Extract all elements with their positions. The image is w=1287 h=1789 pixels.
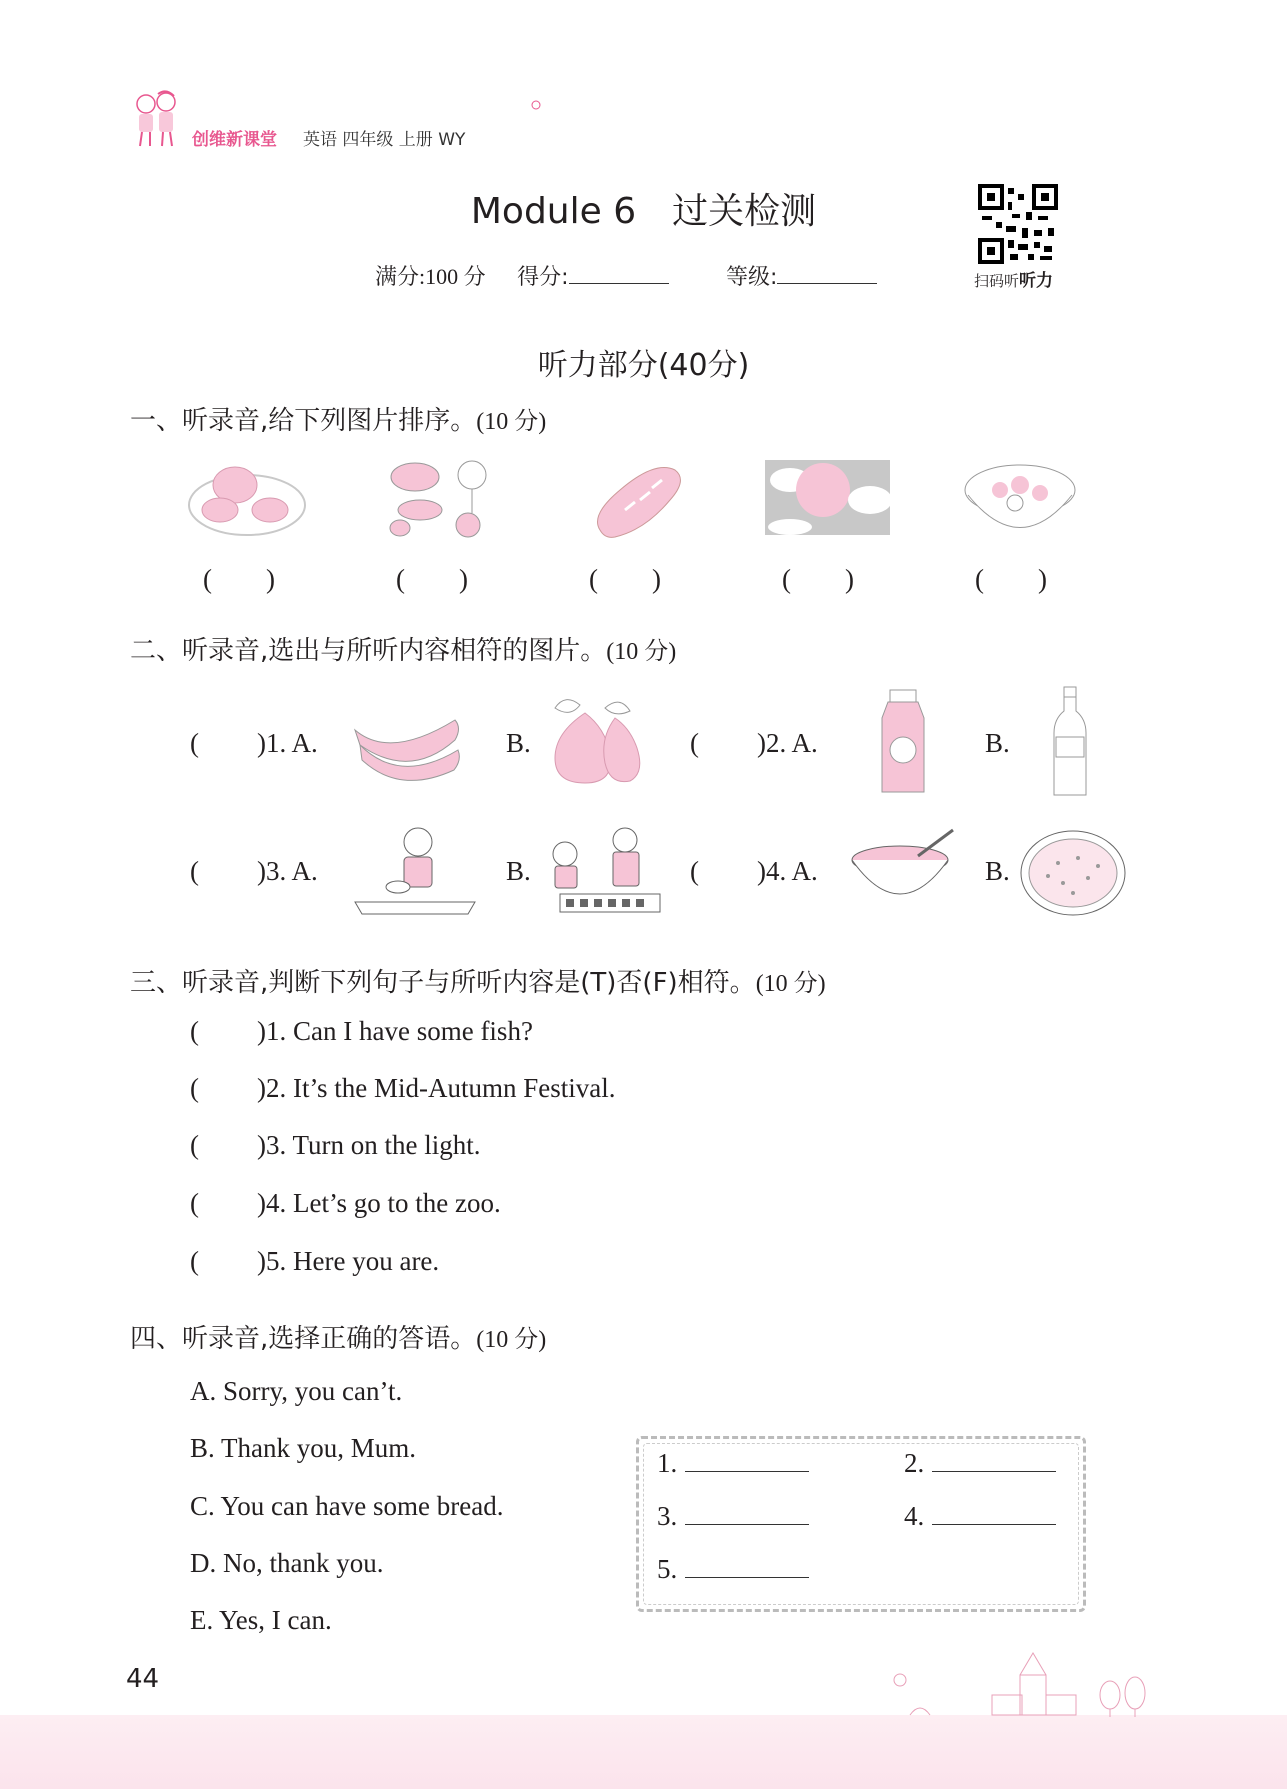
q3-paren-open[interactable]: ( bbox=[190, 1016, 199, 1046]
score-blank[interactable] bbox=[569, 265, 669, 284]
header-book-info: 英语 四年级 上册 WY bbox=[303, 130, 466, 150]
score-line bbox=[375, 260, 929, 291]
rice-plate-icon bbox=[1018, 828, 1128, 918]
answer-blank[interactable] bbox=[685, 1504, 809, 1525]
q3-item bbox=[190, 1188, 501, 1219]
noodles-icon bbox=[760, 455, 895, 540]
page-title: Module 6 过关检测 bbox=[470, 191, 817, 232]
q3-sentence: 3. Turn on the light. bbox=[266, 1130, 481, 1160]
q3-paren-close[interactable]: ) bbox=[257, 1246, 266, 1276]
q4-option: D. No, thank you. bbox=[190, 1548, 384, 1578]
q2-paren-open[interactable]: ( bbox=[690, 728, 699, 758]
answer-blank[interactable] bbox=[932, 1504, 1056, 1525]
section-title: 听力部分(40分) bbox=[537, 348, 750, 383]
answer-blank[interactable] bbox=[685, 1557, 809, 1578]
qr-label-prefix: 扫码听 bbox=[974, 272, 1020, 290]
q1-answer-paren[interactable]: ( ) bbox=[203, 564, 275, 594]
q3-item bbox=[190, 1246, 439, 1277]
q2-item-3 bbox=[190, 856, 318, 887]
rice-bowl-icon bbox=[960, 455, 1080, 540]
girls-cooking-icon bbox=[540, 822, 665, 917]
q3-sentence: 2. It’s the Mid-Autumn Festival. bbox=[266, 1073, 616, 1103]
water-bottle-icon bbox=[1050, 685, 1090, 800]
q2-paren-close[interactable]: ) bbox=[257, 728, 266, 758]
q3-item bbox=[190, 1130, 481, 1161]
q3-item bbox=[190, 1016, 533, 1047]
page-number: 44 bbox=[126, 1664, 160, 1694]
header-logo bbox=[128, 88, 188, 150]
q4-heading-text: 四、听录音,选择正确的答语。 bbox=[130, 1324, 477, 1354]
q2-paren-open[interactable]: ( bbox=[190, 728, 199, 758]
q2-heading bbox=[130, 630, 676, 667]
q4-heading bbox=[130, 1318, 546, 1355]
q2-points: (10 分) bbox=[606, 639, 677, 665]
full-score: 满分:100 分 bbox=[375, 264, 486, 289]
answer-number: 5. bbox=[657, 1554, 678, 1584]
answer-blank[interactable] bbox=[932, 1451, 1056, 1472]
q2-item-4 bbox=[690, 856, 818, 887]
q4-option: C. You can have some bread. bbox=[190, 1491, 504, 1521]
castle-decoration-icon bbox=[880, 1645, 1170, 1720]
q4-option: A. Sorry, you can’t. bbox=[190, 1376, 403, 1406]
q2-item-1-b: B. bbox=[506, 728, 531, 758]
boy-cooking-icon bbox=[350, 822, 480, 917]
answer-number: 1. bbox=[657, 1448, 678, 1478]
q3-sentence: 5. Here you are. bbox=[266, 1246, 440, 1276]
score-grade bbox=[726, 264, 903, 289]
q2-item-4-b: B. bbox=[985, 856, 1010, 886]
q4-option: E. Yes, I can. bbox=[190, 1605, 332, 1635]
q2-item-num: 3. A. bbox=[266, 856, 318, 886]
header-brand: 创维新课堂 bbox=[192, 130, 277, 150]
milk-bottle-icon bbox=[878, 688, 928, 798]
qr-code-icon[interactable] bbox=[978, 184, 1058, 264]
bananas-icon bbox=[350, 700, 465, 785]
q1-heading bbox=[130, 400, 546, 437]
q3-paren-close[interactable]: ) bbox=[257, 1016, 266, 1046]
answer-slot-4[interactable] bbox=[904, 1501, 1056, 1532]
answer-blank[interactable] bbox=[685, 1451, 809, 1472]
q3-item bbox=[190, 1073, 615, 1104]
q2-item-3-b: B. bbox=[506, 856, 531, 886]
qr-label bbox=[974, 266, 1053, 291]
q2-item-num: 2. A. bbox=[766, 728, 818, 758]
q3-sentence: 1. Can I have some fish? bbox=[266, 1016, 533, 1046]
answer-number: 2. bbox=[904, 1448, 925, 1478]
q1-points: (10 分) bbox=[476, 409, 547, 435]
q1-answer-paren[interactable]: ( ) bbox=[396, 564, 468, 594]
soup-bowl-icon bbox=[848, 828, 960, 910]
q2-item-1 bbox=[190, 728, 318, 759]
answer-slot-5[interactable] bbox=[657, 1554, 809, 1585]
q1-answer-paren[interactable]: ( ) bbox=[589, 564, 661, 594]
q3-heading bbox=[130, 962, 826, 999]
q2-paren-close[interactable]: ) bbox=[257, 856, 266, 886]
bread-icon bbox=[590, 455, 690, 540]
q2-item-num: 1. A. bbox=[266, 728, 318, 758]
answer-slot-1[interactable] bbox=[657, 1448, 809, 1479]
q2-paren-open[interactable]: ( bbox=[690, 856, 699, 886]
score-grade-label: 等级: bbox=[726, 265, 778, 290]
kids-logo-icon bbox=[128, 88, 188, 150]
q3-paren-open[interactable]: ( bbox=[190, 1073, 199, 1103]
score-got bbox=[517, 264, 694, 289]
q2-item-2-b: B. bbox=[985, 728, 1010, 758]
q2-heading-text: 二、听录音,选出与所听内容相符的图片。 bbox=[130, 636, 607, 666]
sweets-icon bbox=[380, 455, 505, 540]
score-got-label: 得分: bbox=[517, 265, 569, 290]
footer-band bbox=[0, 1715, 1287, 1789]
q3-paren-close[interactable]: ) bbox=[257, 1073, 266, 1103]
q2-item-2 bbox=[690, 728, 818, 759]
q1-heading-text: 一、听录音,给下列图片排序。 bbox=[130, 406, 477, 436]
grade-blank[interactable] bbox=[777, 265, 877, 284]
q3-points: (10 分) bbox=[755, 971, 826, 997]
qr-label-bold: 听力 bbox=[1019, 271, 1054, 291]
q3-heading-text: 三、听录音,判断下列句子与所听内容是(T)否(F)相符。 bbox=[130, 968, 756, 998]
q4-points: (10 分) bbox=[476, 1327, 547, 1353]
answer-slot-2[interactable] bbox=[904, 1448, 1056, 1479]
q3-sentence: 4. Let’s go to the zoo. bbox=[266, 1188, 501, 1218]
q1-answer-paren[interactable]: ( ) bbox=[782, 564, 854, 594]
q3-paren-close[interactable]: ) bbox=[257, 1130, 266, 1160]
q4-option: B. Thank you, Mum. bbox=[190, 1433, 417, 1463]
q2-paren-close[interactable]: ) bbox=[757, 856, 766, 886]
q3-paren-open[interactable]: ( bbox=[190, 1246, 199, 1276]
q2-paren-close[interactable]: ) bbox=[757, 728, 766, 758]
q2-paren-open[interactable]: ( bbox=[190, 856, 199, 886]
answer-slot-3[interactable] bbox=[657, 1501, 809, 1532]
mooncakes-icon bbox=[185, 455, 310, 540]
flower-icon bbox=[528, 98, 544, 112]
q2-item-num: 4. A. bbox=[766, 856, 818, 886]
q3-paren-open[interactable]: ( bbox=[190, 1188, 199, 1218]
q3-paren-open[interactable]: ( bbox=[190, 1130, 199, 1160]
q1-answer-paren[interactable]: ( ) bbox=[975, 564, 1047, 594]
q3-paren-close[interactable]: ) bbox=[257, 1188, 266, 1218]
pears-icon bbox=[545, 693, 645, 788]
answer-number: 4. bbox=[904, 1501, 925, 1531]
answer-number: 3. bbox=[657, 1501, 678, 1531]
